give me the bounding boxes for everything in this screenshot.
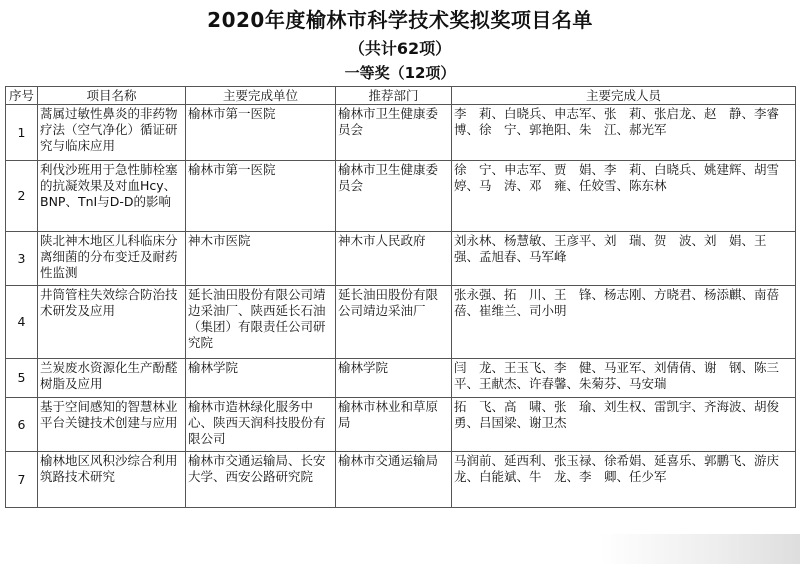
completing-unit: 延长油田股份有限公司靖边采油厂、陕西延长石油（集团）有限责任公司研究院 — [186, 286, 336, 359]
column-header-project: 项目名称 — [38, 87, 186, 105]
column-header-unit: 主要完成单位 — [186, 87, 336, 105]
main-personnel: 徐 宁、申志军、贾 娟、李 莉、白晓兵、姚建辉、胡雪婷、马 涛、邓 雍、任姣雪、陈东林 — [452, 161, 796, 232]
column-header-dept: 推荐部门 — [336, 87, 452, 105]
column-header-people: 主要完成人员 — [452, 87, 796, 105]
column-header-no: 序号 — [6, 87, 38, 105]
recommending-dept: 榆林市卫生健康委员会 — [336, 105, 452, 161]
completing-unit: 榆林学院 — [186, 359, 336, 398]
table-row — [6, 232, 796, 286]
row-number: 6 — [6, 398, 38, 452]
row-number: 7 — [6, 452, 38, 508]
completing-unit: 榆林市第一医院 — [186, 105, 336, 161]
project-name: 利伐沙班用于急性肺栓塞的抗凝效果及对血Hcy、BNP、TnI与D-D的影响 — [38, 161, 186, 232]
main-personnel: 刘永林、杨慧敏、王彦平、刘 瑞、贺 波、刘 娟、王 强、孟旭春、马军峰 — [452, 232, 796, 286]
recommending-dept: 延长油田股份有限公司靖边采油厂 — [336, 286, 452, 359]
completing-unit: 神木市医院 — [186, 232, 336, 286]
row-number: 2 — [6, 161, 38, 232]
main-personnel: 拓 飞、高 啸、张 瑜、刘生权、雷凯宇、齐海波、胡俊勇、吕国梁、谢卫杰 — [452, 398, 796, 452]
main-personnel: 张永强、拓 川、王 锋、杨志刚、方晓君、杨添麒、南蓓蓓、崔维兰、司小明 — [452, 286, 796, 359]
project-total: （共计62项） — [348, 39, 452, 58]
row-number: 3 — [6, 232, 38, 286]
row-number: 1 — [6, 105, 38, 161]
award-table — [5, 86, 796, 508]
table-row — [6, 452, 796, 508]
row-number: 4 — [6, 286, 38, 359]
project-name: 兰炭废水资源化生产酚醛树脂及应用 — [38, 359, 186, 398]
recommending-dept: 榆林学院 — [336, 359, 452, 398]
recommending-dept: 神木市人民政府 — [336, 232, 452, 286]
recommending-dept: 榆林市卫生健康委员会 — [336, 161, 452, 232]
table-row — [6, 105, 796, 161]
document-title: 2020年度榆林市科学技术奖拟奖项目名单 — [207, 8, 593, 32]
main-personnel: 马润前、延西利、张玉禄、徐希娟、延喜乐、郭鹏飞、游庆龙、白能斌、牛 龙、李 卿、任少军 — [452, 452, 796, 508]
completing-unit: 榆林市交通运输局、长安大学、西安公路研究院 — [186, 452, 336, 508]
table-row — [6, 359, 796, 398]
project-name: 基于空间感知的智慧林业平台关键技术创建与应用 — [38, 398, 186, 452]
award-level-heading: 一等奖（12项） — [344, 64, 456, 82]
row-number: 5 — [6, 359, 38, 398]
main-personnel: 闫 龙、王玉飞、李 健、马亚军、刘倩倩、谢 钢、陈三平、王献杰、许春馨、朱菊芬、马安瑞 — [452, 359, 796, 398]
project-name: 井筒管柱失效综合防治技术研发及应用 — [38, 286, 186, 359]
table-row — [6, 286, 796, 359]
project-name: 陕北神木地区儿科临床分离细菌的分布变迁及耐药性监测 — [38, 232, 186, 286]
completing-unit: 榆林市造林绿化服务中心、陕西天润科技股份有限公司 — [186, 398, 336, 452]
main-personnel: 李 莉、白晓兵、申志军、张 莉、张启龙、赵 静、李睿博、徐 宁、郭艳阳、朱 江、郝光军 — [452, 105, 796, 161]
watermark-overlay — [600, 534, 800, 564]
table-header-row — [6, 87, 796, 105]
recommending-dept: 榆林市交通运输局 — [336, 452, 452, 508]
table-row — [6, 161, 796, 232]
completing-unit: 榆林市第一医院 — [186, 161, 336, 232]
table-row — [6, 398, 796, 452]
project-name: 榆林地区风积沙综合利用筑路技术研究 — [38, 452, 186, 508]
project-name: 蒿属过敏性鼻炎的非药物疗法（空气净化）循证研究与临床应用 — [38, 105, 186, 161]
recommending-dept: 榆林市林业和草原局 — [336, 398, 452, 452]
